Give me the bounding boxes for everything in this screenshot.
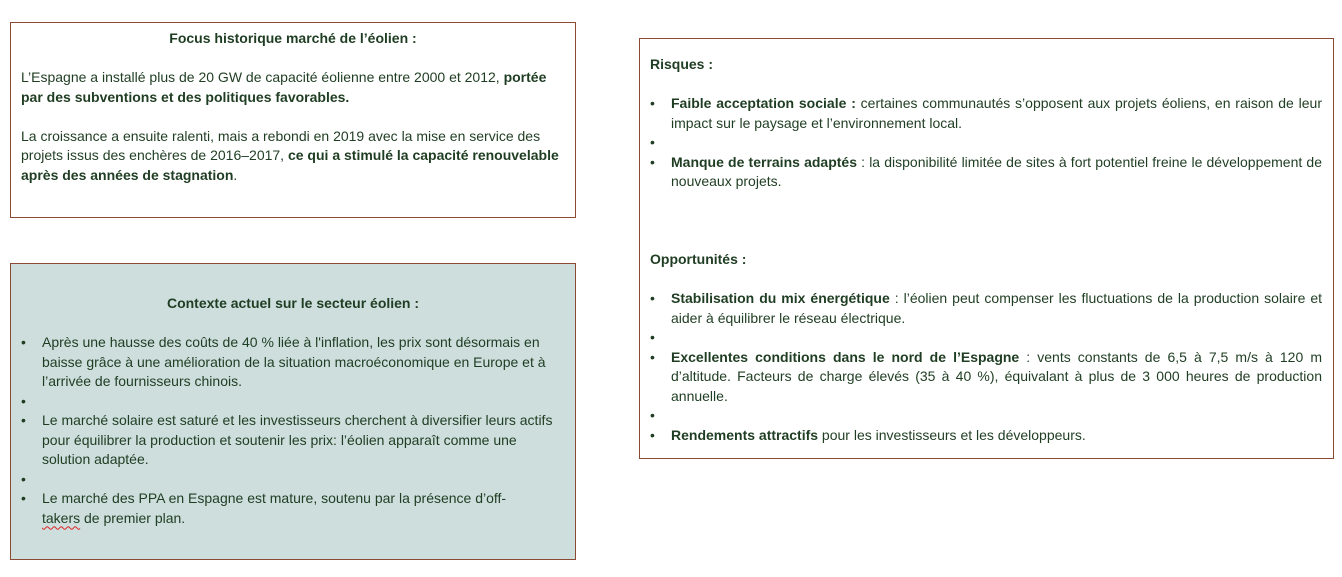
opportunites-item-1-bold: Stabilisation du mix énergétique — [671, 290, 890, 306]
historique-p1-bold: portée par des subventions et des politiques favorables. — [21, 69, 547, 105]
risques-item-1-text: certaines communautés s’opposent aux projets éoliens, en raison de leur impact sur le paysage et l’environnement local. — [671, 95, 1322, 131]
risques-list — [650, 94, 1322, 192]
contexte-bullet-3 — [21, 489, 565, 528]
contexte-bullet-2: • Le marché solaire est saturé et les investisseurs cherchent à diversifier leurs actifs pour équilibrer la production et soutenir les prix: l’éolien apparaît comme une solution adaptée. — [21, 411, 565, 470]
opportunites-item-3-bold: Rendements attractifs — [671, 426, 819, 443]
opportunites-title: Opportunités : — [650, 251, 747, 267]
risques-item-2-bold: Manque de terrains adaptés — [671, 153, 857, 170]
spacer — [21, 470, 565, 490]
contexte-b3-spellcheck-word: takers — [42, 509, 81, 526]
contexte-b3-part-c: de premier plan. — [80, 509, 186, 526]
spacer — [650, 406, 1322, 426]
opportunites-item-2-bold: Excellentes conditions dans le nord de l’Espagne — [671, 348, 1020, 365]
spacer — [21, 392, 565, 412]
historique-paragraph-1 — [21, 68, 565, 107]
historique-title: Focus historique marché de l’éolien : — [169, 30, 417, 46]
contexte-b3-part-a: Le marché des PPA en Espagne est mature, soutenu par la présence d’off- — [42, 490, 507, 506]
risques-opportunites-panel — [639, 38, 1334, 459]
contexte-title: Contexte actuel sur le secteur éolien : — [166, 295, 420, 311]
contexte-bullet-1: • Après une hausse des coûts de 40 % liée à l'inflation, les prix sont désormais en baisse grâce à une amélioration de la situation macroéconomique en Europe et à l’arrivée de fournisseurs chinois. — [21, 333, 565, 392]
opportunites-item-2-text: : vents constants de 6,5 à 7,5 m/s à 120 m d’altitude. Facteurs de charge élevés (35 à 40 %), équivalant à plus de 3 000 heures de production annuelle. — [671, 348, 1322, 404]
historique-p2-bold: ce qui a stimulé la capacité renouvelable après des années de stagnation — [21, 147, 559, 183]
historique-p2-text: La croissance a ensuite ralenti, mais a rebondi en 2019 avec la mise en service des projets issus des enchères de 2016–2017, — [21, 127, 541, 163]
risques-title: Risques : — [650, 56, 714, 72]
risques-item-2-text: : la disponibilité limitée de sites à fort potentiel freine le développement de nouveaux projets. — [671, 153, 1322, 189]
opportunites-item-3-text: pour les investisseurs et les développeurs. — [818, 426, 1086, 443]
opportunites-list — [650, 289, 1322, 445]
historique-p2-end: . — [233, 166, 238, 183]
contexte-list — [21, 333, 565, 528]
opportunites-item-3 — [650, 426, 1322, 446]
risques-item-1 — [650, 94, 1322, 133]
risques-item-1-bold: Faible acceptation sociale : — [671, 95, 856, 111]
historique-p1-text: L’Espagne a installé plus de 20 GW de capacité éolienne entre 2000 et 2012, — [21, 69, 504, 85]
risques-item-2 — [650, 153, 1322, 192]
spacer — [650, 133, 1322, 153]
spacer — [650, 328, 1322, 348]
historique-paragraph-2 — [21, 127, 565, 186]
opportunites-item-2 — [650, 348, 1322, 407]
opportunites-item-1 — [650, 289, 1322, 328]
historique-panel — [10, 22, 576, 218]
contexte-panel — [10, 263, 576, 560]
opportunites-item-1-text: : l’éolien peut compenser les fluctuations de la production solaire et aider à équilibrer le réseau électrique. — [671, 290, 1323, 326]
